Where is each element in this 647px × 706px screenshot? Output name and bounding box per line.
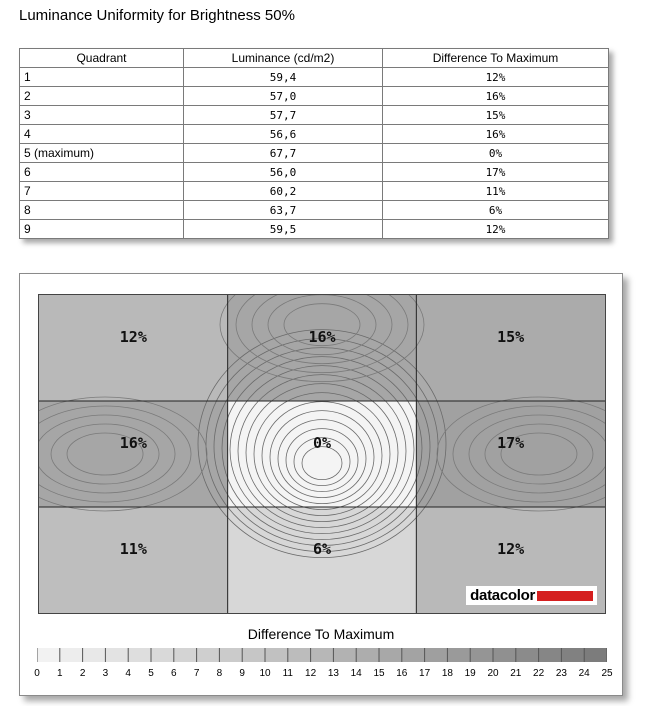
uniformity-heatmap [38,294,606,614]
cell-luminance: 56,0 [184,163,383,182]
table-row [20,163,609,182]
heatmap-cell [416,295,605,401]
page-title: Luminance Uniformity for Brightness 50% [19,7,295,24]
legend-tick-label: 6 [171,668,177,679]
legend-tick-label: 8 [216,668,223,679]
legend-tick-label: 24 [578,668,590,679]
legend-swatch [311,648,334,662]
cell-luminance: 59,4 [184,68,383,87]
legend-swatch [151,648,174,662]
uniformity-table [19,48,609,239]
legend-swatch [197,648,220,662]
legend-swatch [333,648,356,662]
legend-tick-label: 9 [239,668,245,679]
quadrant-label: 12% [497,540,525,559]
legend-swatch [174,648,197,662]
legend-tick-label: 11 [282,668,293,679]
cell-difference: 0% [383,144,609,163]
table-row [20,144,609,163]
table-row [20,125,609,144]
legend-swatch [83,648,106,662]
legend-tick-label: 20 [487,668,499,679]
cell-luminance: 63,7 [184,201,383,220]
cell-luminance: 60,2 [184,182,383,201]
table-row [20,87,609,106]
legend-swatch [447,648,470,662]
table-row [20,106,609,125]
cell-quadrant: 4 [20,125,184,144]
legend-tick-label: 25 [601,668,613,679]
legend-scale [37,646,607,664]
legend-swatch [379,648,402,662]
cell-difference: 17% [383,163,609,182]
legend-swatch [219,648,242,662]
legend-tick-label: 13 [327,668,339,679]
cell-quadrant: 3 [20,106,184,125]
legend-swatch [493,648,516,662]
cell-difference: 16% [383,125,609,144]
legend-swatch [539,648,562,662]
legend-swatch [288,648,311,662]
legend-tick-label: 3 [102,668,109,679]
legend-swatch [561,648,584,662]
heatmap-cell [228,401,417,507]
header-quadrant: Quadrant [20,49,184,68]
cell-quadrant: 8 [20,201,184,220]
cell-luminance: 67,7 [184,144,383,163]
table-row [20,201,609,220]
quadrant-label: 11% [119,540,147,559]
cell-luminance: 57,0 [184,87,383,106]
cell-luminance: 57,7 [184,106,383,125]
quadrant-label: 15% [497,328,525,347]
cell-difference: 12% [383,220,609,239]
cell-quadrant: 6 [20,163,184,182]
legend-tick-label: 10 [259,668,271,679]
legend-swatch [37,648,60,662]
cell-difference: 12% [383,68,609,87]
legend-swatch [265,648,288,662]
cell-luminance: 59,5 [184,220,383,239]
header-luminance: Luminance (cd/m2) [184,49,383,68]
cell-difference: 6% [383,201,609,220]
legend-swatch [242,648,265,662]
cell-difference: 16% [383,87,609,106]
legend-title: Difference To Maximum [247,626,395,642]
quadrant-label: 12% [119,328,147,347]
legend-swatch [128,648,151,662]
legend-swatch [402,648,425,662]
table-row [20,182,609,201]
datacolor-logo [466,586,597,605]
legend-swatch [60,648,83,662]
table-row [20,220,609,239]
quadrant-label: 0% [312,434,332,453]
legend-tick-label: 0 [34,668,40,679]
table-row [20,68,609,87]
legend-tick-label: 19 [464,668,476,679]
uniformity-chart-panel [19,273,623,696]
legend-tick-label: 2 [79,668,86,679]
cell-difference: 11% [383,182,609,201]
legend-tick-label: 14 [350,668,362,679]
cell-quadrant: 7 [20,182,184,201]
quadrant-label: 6% [312,540,332,559]
legend-tick-label: 23 [555,668,567,679]
legend-tick-label: 7 [193,668,200,679]
legend-tick-label: 16 [396,668,408,679]
legend-swatch [105,648,128,662]
legend-tick-label: 12 [305,668,317,679]
legend-swatch [425,648,448,662]
logo-text: datacolor [470,587,535,604]
legend-tick-label: 22 [533,668,545,679]
cell-quadrant: 2 [20,87,184,106]
quadrant-label: 16% [119,434,147,453]
heatmap-cell [39,295,228,401]
legend-tick-label: 15 [373,668,385,679]
legend-swatch [516,648,539,662]
table-header-row [20,49,609,68]
legend-swatch [470,648,493,662]
legend-tick-label: 18 [441,668,453,679]
cell-quadrant: 9 [20,220,184,239]
logo-red-bar [537,591,593,601]
legend-tick-label: 21 [510,668,522,679]
cell-quadrant: 5 (maximum) [20,144,184,163]
legend-swatch [356,648,379,662]
heatmap-cell [228,507,417,613]
quadrant-label: 16% [308,328,336,347]
legend-swatch [584,648,607,662]
cell-quadrant: 1 [20,68,184,87]
cell-luminance: 56,6 [184,125,383,144]
legend-tick-label: 5 [148,668,154,679]
quadrant-label: 17% [497,434,525,453]
heatmap-cell [39,507,228,613]
legend-tick-label: 1 [57,668,63,679]
uniformity-table-wrapper [19,48,609,239]
legend-tick-label: 17 [419,668,431,679]
cell-difference: 15% [383,106,609,125]
header-difference: Difference To Maximum [383,49,609,68]
legend-tick-label: 4 [125,668,131,679]
